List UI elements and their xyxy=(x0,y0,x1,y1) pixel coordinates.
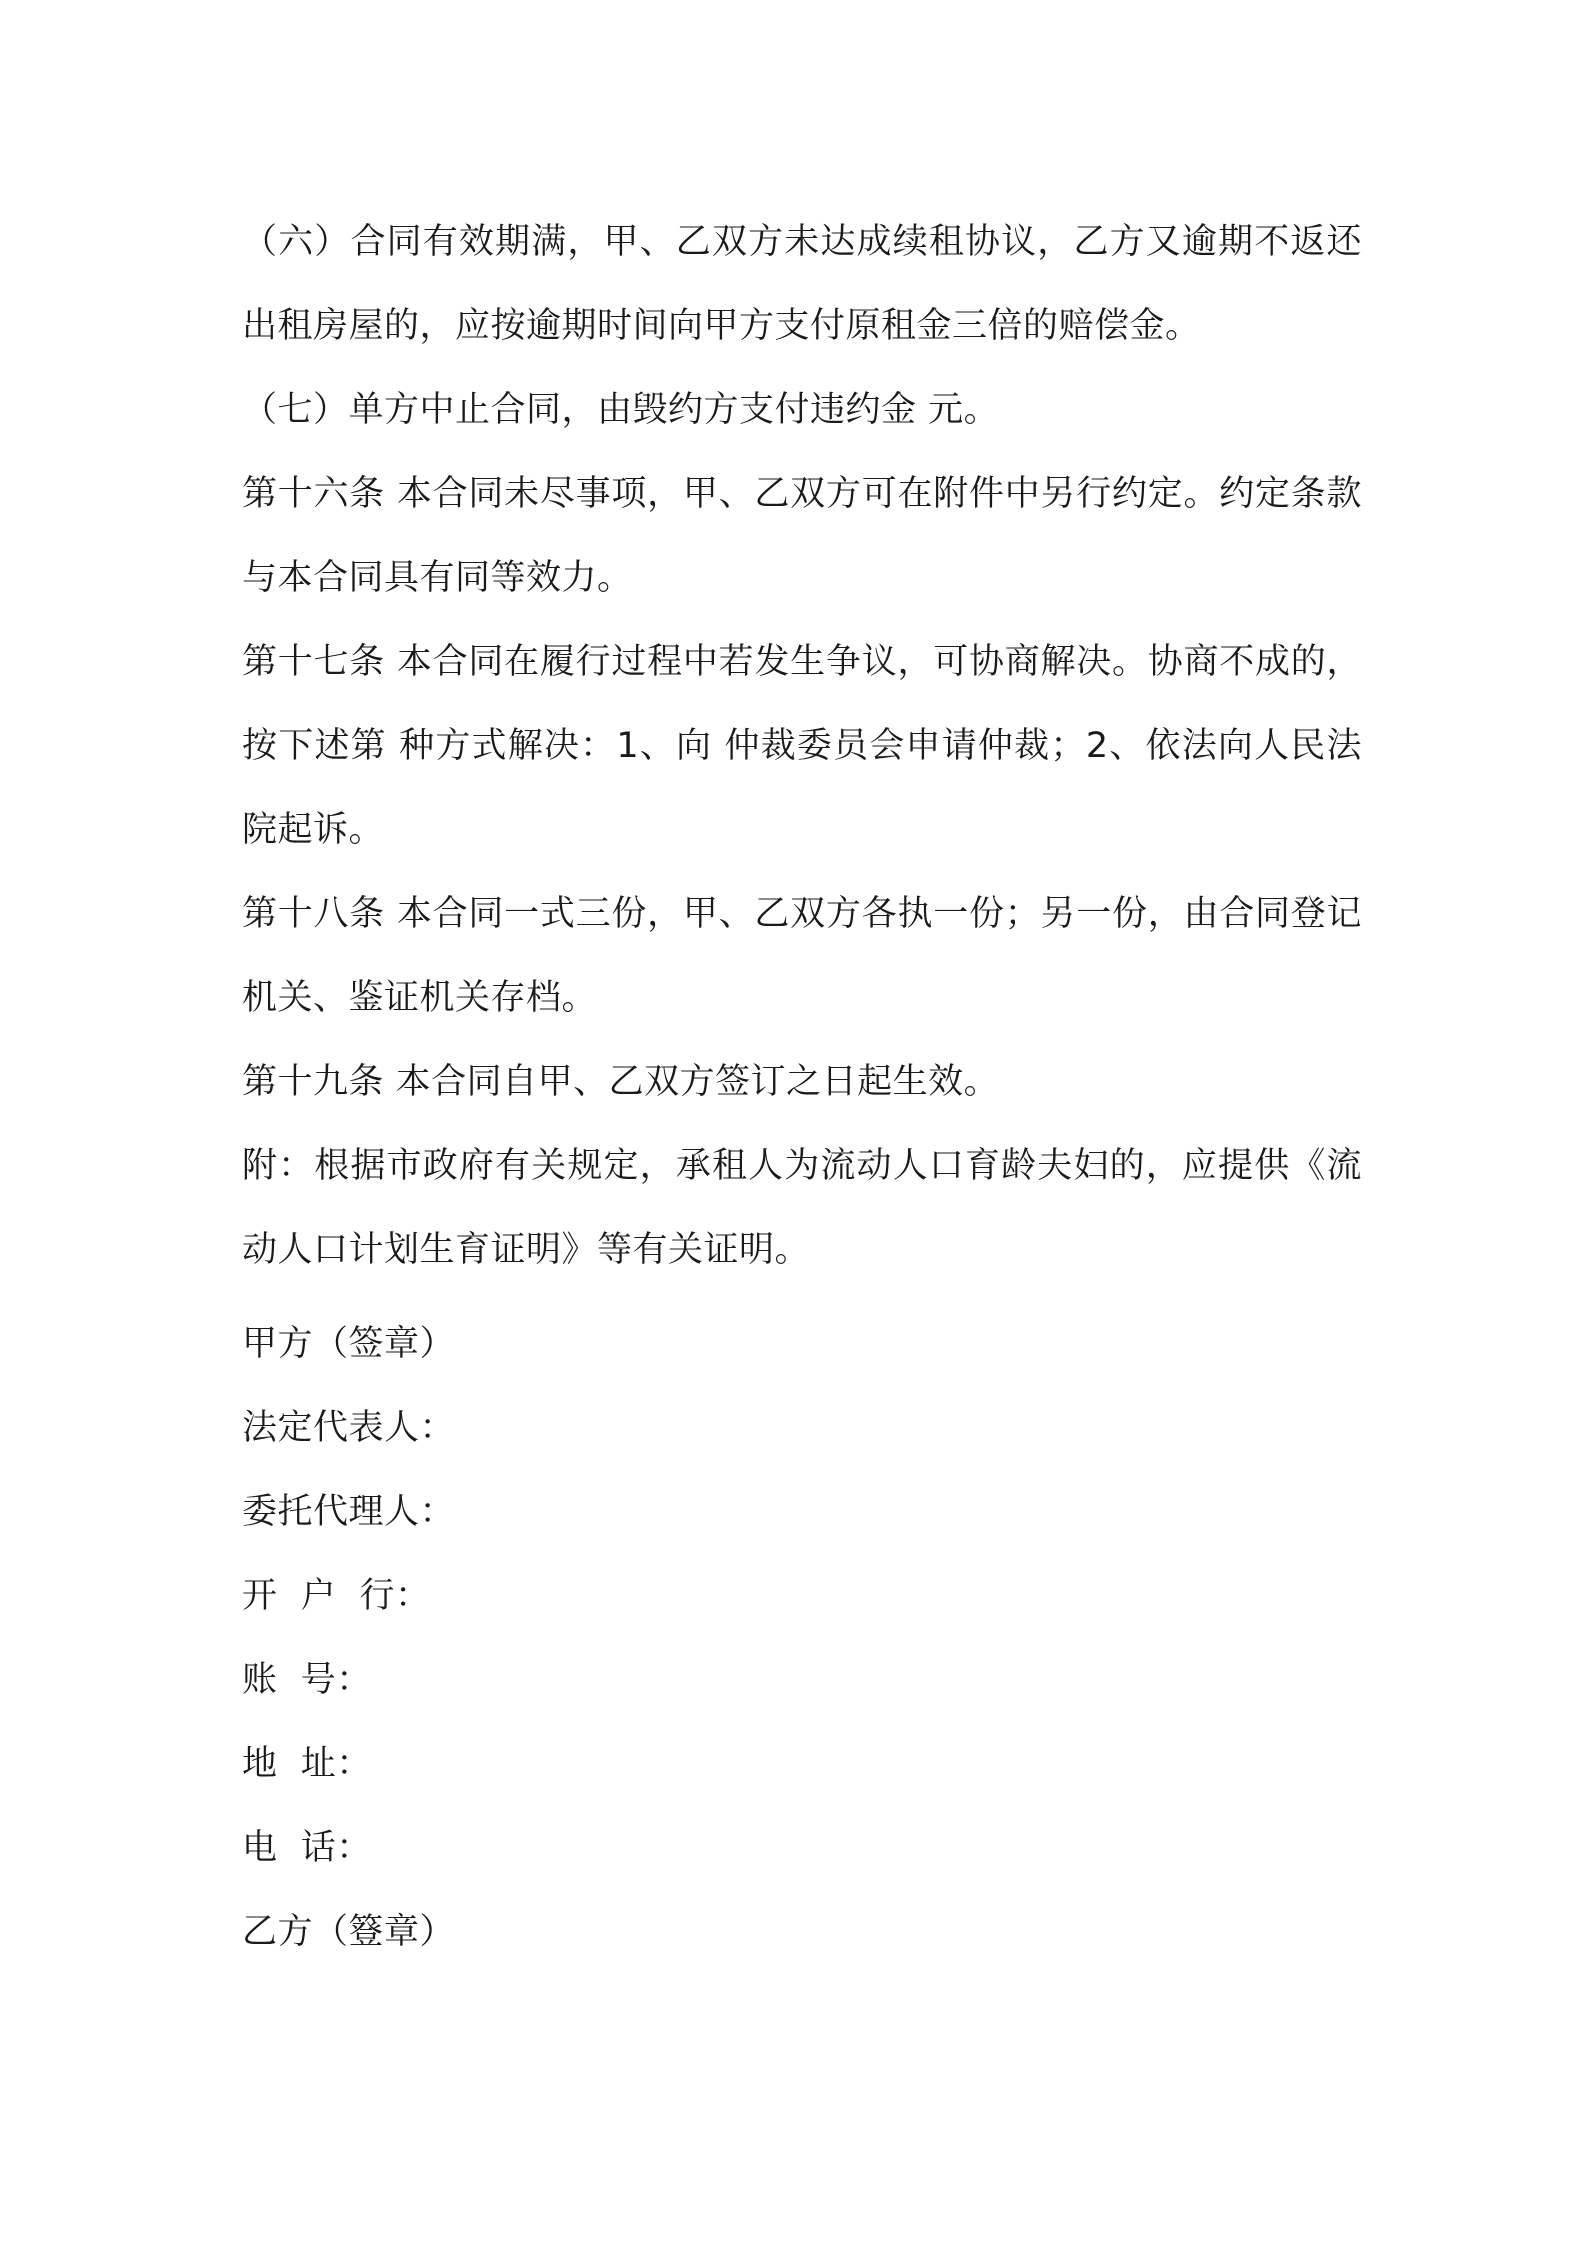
article-eighteen: 第十八条 本合同一式三份，甲、乙双方各执一份；另一份，由合同登记机关、鉴证机关存档。 xyxy=(242,894,1362,1018)
legal-representative-label: 法定代表人： xyxy=(242,1408,456,1448)
appendix-note: 附：根据市政府有关规定，承租人为流动人口育龄夫妇的，应提供《流动人口计划生育证明》等有关证明。 xyxy=(242,1146,1362,1270)
signature-block xyxy=(242,1302,1142,1974)
party-b-seal-label: 乙方（簦章） xyxy=(242,1912,456,1952)
account-number-label: 账 号： xyxy=(242,1660,372,1700)
article-nineteen: 第十九条 本合同自甲、乙双方签订之日起生效。 xyxy=(242,1062,1000,1102)
party-a-seal-label: 甲方（签章） xyxy=(242,1324,456,1364)
authorized-agent-label: 委托代理人： xyxy=(242,1492,456,1532)
contract-body xyxy=(242,200,1362,1292)
bank-label: 开 户 行： xyxy=(242,1576,431,1616)
address-label: 地 址： xyxy=(242,1744,372,1784)
article-seventeen: 第十七条 本合同在履行过程中若发生争议，可协商解决。协商不成的，按下述第 种方式解决：1、向 仲裁委员会申请仲裁；2、依法向人民法院起诉。 xyxy=(242,642,1362,850)
clause-seven: （七）单方中止合同，由毁约方支付违约金 元。 xyxy=(242,390,1000,430)
clause-six: （六）合同有效期满，甲、乙双方未达成续租协议，乙方又逾期不返还出租房屋的，应按逾期时间向甲方支付原租金三倍的赔偿金。 xyxy=(242,222,1362,346)
article-sixteen: 第十六条 本合同未尽事项，甲、乙双方可在附件中另行约定。约定条款与本合同具有同等效力。 xyxy=(242,474,1362,598)
phone-label: 电 话： xyxy=(242,1828,372,1868)
